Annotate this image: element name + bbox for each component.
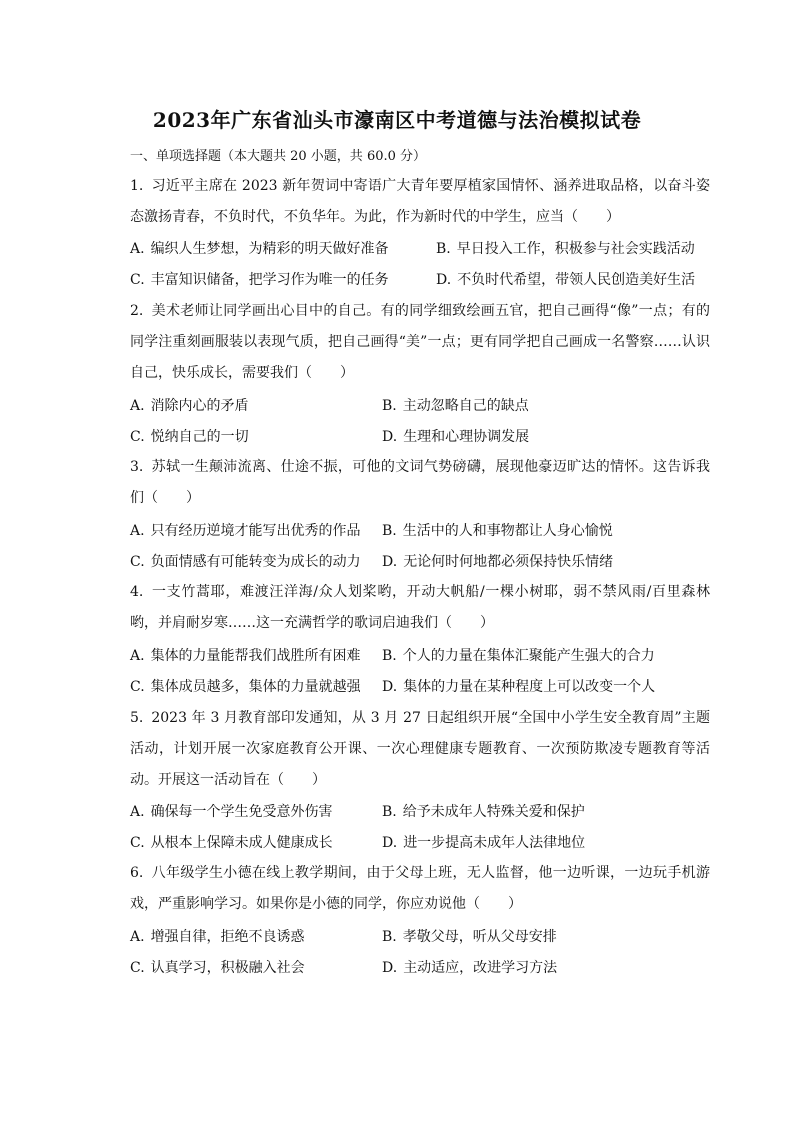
option-c: C. 悦纳自己的一切 <box>130 429 249 445</box>
option-b: B. 生活中的人和事物都让人身心愉悦 <box>382 523 613 539</box>
option-b: B. 孝敬父母，听从父母安排 <box>382 929 557 945</box>
option-d: D. 不负时代希望，带领人民创造美好生活 <box>436 272 696 288</box>
option-c: C. 认真学习，积极融入社会 <box>130 960 305 976</box>
option-d: D. 生理和心理协调发展 <box>382 429 530 445</box>
question-number: 5. <box>130 710 144 726</box>
option-d: D. 集体的力量在某种程度上可以改变一个人 <box>382 679 656 695</box>
question-number: 6. <box>130 865 144 881</box>
question-stem: 习近平主席在 2023 新年贺词中寄语广大青年要厚植家国情怀、涵养进取品格，以奋斗姿态激扬青春，不负时代，不负华年。为此，作为新时代的中学生，应当（ ） <box>130 178 710 225</box>
option-c: C. 丰富知识储备，把学习作为唯一的任务 <box>130 272 389 288</box>
question-4 <box>130 577 710 639</box>
option-b: B. 给予未成年人特殊关爱和保护 <box>382 804 585 820</box>
option-d: D. 无论何时何地都必须保持快乐情绪 <box>382 554 614 570</box>
question-stem: 2023 年 3 月教育部印发通知，从 3 月 27 日起组织开展“全国中小学生安全教育周”主题活动，计划开展一次家庭教育公开课、一次心理健康专题教育、一次预防欺凌专题教育等活动。开展这一活动旨在（ ） <box>130 710 710 788</box>
option-a: A. 增强自律，拒绝不良诱惑 <box>130 929 305 945</box>
question-number: 1. <box>130 178 144 194</box>
option-c: C. 集体成员越多，集体的力量就越强 <box>130 679 361 695</box>
option-a: A. 只有经历逆境才能写出优秀的作品 <box>130 523 361 539</box>
option-b: B. 主动忽略自己的缺点 <box>382 398 529 414</box>
question-stem: 美术老师让同学画出心目中的自己。有的同学细致绘画五官，把自己画得“像”一点；有的同学注重刻画服装以表现气质，把自己画得“美”一点；更有同学把自己画成一名警察……认识自己，快乐成长，需要我们（ ） <box>130 303 710 381</box>
page-title: 2023年广东省汕头市濠南区中考道德与法治模拟试卷 <box>152 108 642 132</box>
option-a: A. 消除内心的矛盾 <box>130 398 249 414</box>
section-heading: 一、单项选择题（本大题共 20 小题，共 60.0 分） <box>130 149 427 164</box>
option-a: A. 集体的力量能帮我们战胜所有困难 <box>130 648 361 664</box>
question-5 <box>130 703 710 796</box>
option-b: B. 早日投入工作，积极参与社会实践活动 <box>436 241 695 257</box>
question-1 <box>130 171 710 233</box>
option-c: C. 负面情感有可能转变为成长的动力 <box>130 554 361 570</box>
option-a: A. 编织人生梦想，为精彩的明天做好准备 <box>130 241 389 257</box>
option-d: D. 主动适应，改进学习方法 <box>382 960 558 976</box>
question-6 <box>130 858 710 920</box>
question-stem: 苏轼一生颠沛流离、仕途不振，可他的文词气势磅礴，展现他豪迈旷达的情怀。这告诉我们（ ） <box>130 459 710 506</box>
question-stem: 一支竹蒿耶，难渡汪洋海/众人划桨哟，开动大帆船/一棵小树耶，弱不禁风雨/百里森林哟，并肩耐岁寒……这一充满哲学的歌词启迪我们（ ） <box>130 584 710 631</box>
option-c: C. 从根本上保障未成人健康成长 <box>130 835 333 851</box>
question-number: 2. <box>130 303 144 319</box>
option-d: D. 进一步提高未成年人法律地位 <box>382 835 586 851</box>
question-number: 3. <box>130 459 144 475</box>
question-number: 4. <box>130 584 144 600</box>
question-3 <box>130 452 710 514</box>
question-stem: 八年级学生小德在线上教学期间，由于父母上班，无人监督，他一边听课，一边玩手机游戏，严重影响学习。如果你是小德的同学，你应劝说他（ ） <box>130 865 710 912</box>
option-a: A. 确保每一个学生免受意外伤害 <box>130 804 333 820</box>
question-2 <box>130 296 710 389</box>
option-b: B. 个人的力量在集体汇聚能产生强大的合力 <box>382 648 655 664</box>
